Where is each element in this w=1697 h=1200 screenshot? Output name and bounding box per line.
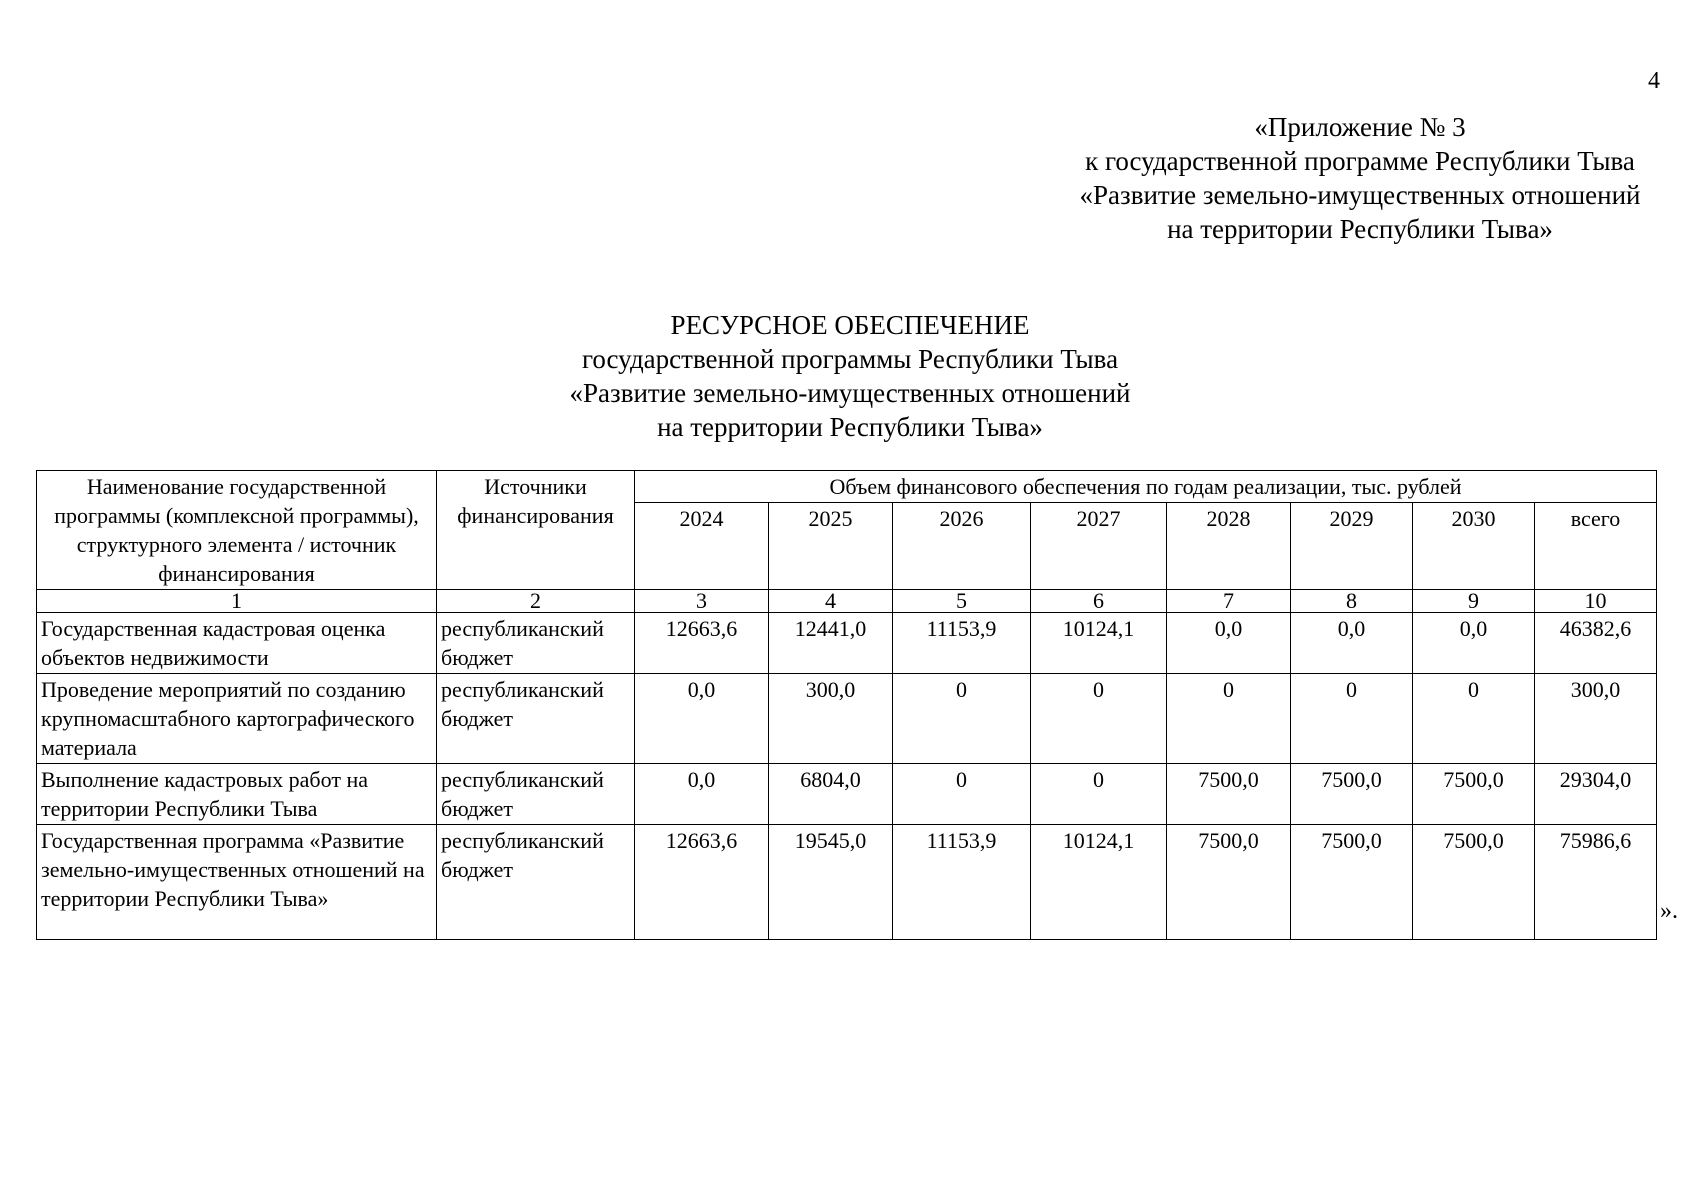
header-year: 2024 xyxy=(635,503,769,590)
row-value: 7500,0 xyxy=(1167,825,1291,940)
row-value: 19545,0 xyxy=(769,825,893,940)
row-total: 29304,0 xyxy=(1535,764,1657,825)
row-value: 7500,0 xyxy=(1291,764,1413,825)
header-name: Наименование государственной программы (комплексной программы), структурного элемента / источник финансирования xyxy=(37,471,437,590)
column-number: 1 xyxy=(37,590,437,613)
row-value: 11153,9 xyxy=(893,613,1031,674)
column-number: 2 xyxy=(437,590,635,613)
document-title xyxy=(450,308,1250,444)
appendix-line: к государственной программе Республики Тыва xyxy=(1085,146,1635,176)
resource-table xyxy=(36,470,1657,940)
title-line: государственной программы Республики Тыва xyxy=(581,344,1119,374)
row-value: 0 xyxy=(1031,764,1167,825)
column-number: 3 xyxy=(635,590,769,613)
row-value: 11153,9 xyxy=(893,825,1031,940)
row-value: 12663,6 xyxy=(635,613,769,674)
header-year: 2025 xyxy=(769,503,893,590)
row-value: 0 xyxy=(1031,674,1167,764)
row-value: 0 xyxy=(1167,674,1291,764)
row-source: республиканский бюджет xyxy=(437,674,635,764)
row-value: 7500,0 xyxy=(1291,825,1413,940)
row-value: 7500,0 xyxy=(1413,764,1535,825)
row-value: 0 xyxy=(1413,674,1535,764)
row-value: 0,0 xyxy=(1167,613,1291,674)
row-value: 7500,0 xyxy=(1413,825,1535,940)
header-total: всего xyxy=(1535,503,1657,590)
column-number: 9 xyxy=(1413,590,1535,613)
table-row xyxy=(37,825,1657,940)
row-value: 0,0 xyxy=(635,674,769,764)
column-number: 7 xyxy=(1167,590,1291,613)
title-line: РЕСУРСНОЕ ОБЕСПЕЧЕНИЕ xyxy=(670,310,1030,340)
header-year: 2026 xyxy=(893,503,1031,590)
header-row xyxy=(37,471,1657,503)
row-value: 0 xyxy=(1291,674,1413,764)
column-number: 10 xyxy=(1535,590,1657,613)
header-year: 2029 xyxy=(1291,503,1413,590)
header-year: 2030 xyxy=(1413,503,1535,590)
row-value: 300,0 xyxy=(769,674,893,764)
row-value: 6804,0 xyxy=(769,764,893,825)
row-total: 46382,6 xyxy=(1535,613,1657,674)
header-year: 2028 xyxy=(1167,503,1291,590)
row-value: 0,0 xyxy=(1413,613,1535,674)
title-line: «Развитие земельно-имущественных отношений xyxy=(569,378,1131,408)
appendix-line: на территории Республики Тыва» xyxy=(1167,214,1553,244)
appendix-line: «Приложение № 3 xyxy=(1254,112,1466,142)
row-value: 0 xyxy=(893,674,1031,764)
column-number-row xyxy=(37,590,1657,613)
appendix-line: «Развитие земельно-имущественных отношений xyxy=(1079,180,1641,210)
row-name: Государственная программа «Развитие земельно-имущественных отношений на территории Республики Тыва» xyxy=(37,825,437,940)
column-number: 4 xyxy=(769,590,893,613)
row-value: 0 xyxy=(893,764,1031,825)
table-row xyxy=(37,613,1657,674)
row-value: 10124,1 xyxy=(1031,825,1167,940)
row-value: 0,0 xyxy=(635,764,769,825)
row-name: Государственная кадастровая оценка объектов недвижимости xyxy=(37,613,437,674)
row-source: республиканский бюджет xyxy=(437,613,635,674)
header-sources: Источники финансирования xyxy=(437,471,635,590)
row-source: республиканский бюджет xyxy=(437,764,635,825)
page-number: 4 xyxy=(1648,68,1660,94)
column-number: 8 xyxy=(1291,590,1413,613)
row-source: республиканский бюджет xyxy=(437,825,635,940)
closing-quote-mark: ». xyxy=(1660,898,1678,924)
row-total: 75986,6 xyxy=(1535,825,1657,940)
header-volume: Объем финансового обеспечения по годам реализации, тыс. рублей xyxy=(635,471,1657,503)
column-number: 6 xyxy=(1031,590,1167,613)
row-value: 10124,1 xyxy=(1031,613,1167,674)
appendix-header xyxy=(1040,110,1680,246)
row-total: 300,0 xyxy=(1535,674,1657,764)
title-line: на территории Республики Тыва» xyxy=(657,412,1043,442)
table-row xyxy=(37,674,1657,764)
table-row xyxy=(37,764,1657,825)
column-number: 5 xyxy=(893,590,1031,613)
header-year: 2027 xyxy=(1031,503,1167,590)
row-name: Выполнение кадастровых работ на территории Республики Тыва xyxy=(37,764,437,825)
row-name: Проведение мероприятий по созданию крупномасштабного картографического материала xyxy=(37,674,437,764)
row-value: 7500,0 xyxy=(1167,764,1291,825)
row-value: 12663,6 xyxy=(635,825,769,940)
row-value: 12441,0 xyxy=(769,613,893,674)
row-value: 0,0 xyxy=(1291,613,1413,674)
